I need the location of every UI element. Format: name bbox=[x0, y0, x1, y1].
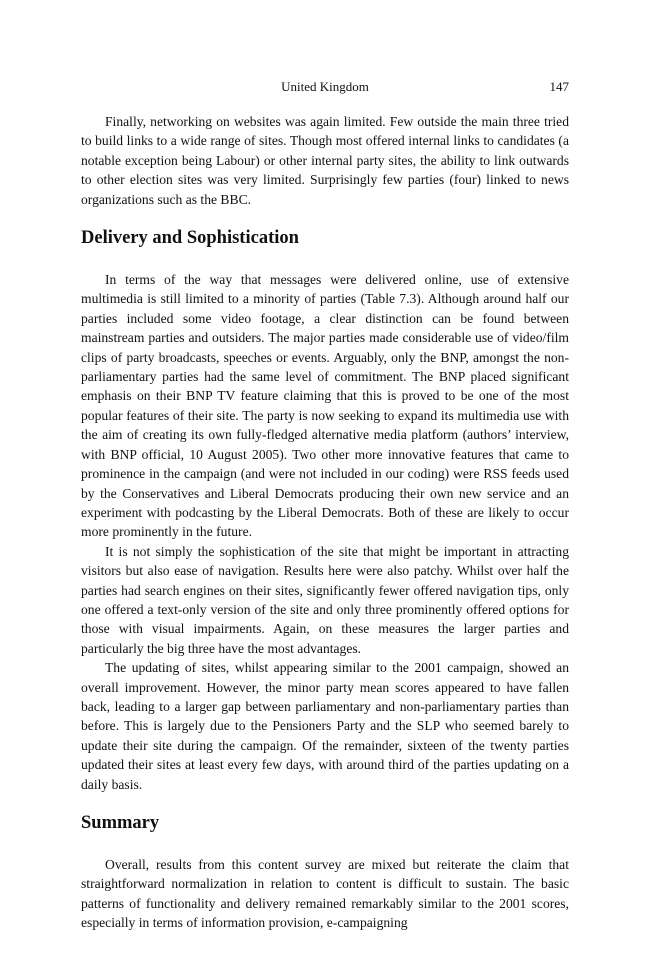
section-heading-summary: Summary bbox=[81, 813, 160, 833]
paragraph-navigation: It is not simply the sophistication of the site that might be important in attracting visitors but also ease of navigation. Results here were also patchy. Whilst over half the parties had search engines on their sites, significantly fewer offered navigation tips, only one offered a text-only version of the site and only three prominently offered options for those with visual impairments. Again, on these measures the larger parties and particularly the big three have the most advantages. bbox=[81, 543, 569, 656]
section-heading-delivery: Delivery and Sophistication bbox=[81, 228, 299, 249]
paragraph-summary: Overall, results from this content survey are mixed but reiterate the claim that straightforward normalization in relation to content is difficult to sustain. The basic patterns of functionality and delivery remained remarkably similar to the 2001 scores, especially in terms of information provision, e-campaigning bbox=[81, 857, 569, 931]
book-page bbox=[81, 0, 569, 975]
body-text bbox=[81, 112, 569, 933]
paragraph-multimedia: In terms of the way that messages were delivered online, use of extensive multimedia is still limited to a minority of parties (Table 7.3). Although around half our parties included some video footage, a clear distinction can be found between mainstream parties and outsiders. The major parties made considerable use of video/film clips of party broadcasts, speeches or events. Arguably, only the BNP, amongst the non-parliamentary parties had the same level of commitment. The BNP placed significant emphasis on their BNP TV feature claiming that this is proved to be one of the most popular features of their site. The party is now seeking to expand its multimedia use with the aim of creating its own fully-fledged alternative media platform (authors’ interview, with BNP official, 10 August 2005). Two other more innovative features that came to prominence in the campaign (and were not included in our coding) were RSS feeds used by the Conservatives and Liberal Democrats producing their own new service and an experiment with podcasting by the Liberal Democrats. Both of these are likely to occur more prominently in the future. bbox=[81, 272, 569, 540]
page-number: 147 bbox=[549, 79, 569, 94]
running-head bbox=[81, 78, 569, 96]
paragraph-networking: Finally, networking on websites was again limited. Few outside the main three tried to build links to a wide range of sites. Though most offered internal links to candidates (a notable exception being Labour) or other internal party sites, the ability to link outwards to other election sites was very limited. Surprisingly few parties (four) linked to news organizations such as the BBC. bbox=[81, 114, 569, 207]
paragraph-updating: The updating of sites, whilst appearing similar to the 2001 campaign, showed an overall improvement. However, the minor party mean scores appeared to have fallen back, leading to a larger gap between parliamentary and non-parliamentary parties than before. This is largely due to the Pensioners Party and the SLP who seemed barely to update their site during the campaign. Of the remainder, sixteen of the twenty parties updated their sites at least every few days, with around third of the parties updating on a daily basis. bbox=[81, 660, 569, 792]
running-title: United Kingdom bbox=[281, 79, 369, 94]
